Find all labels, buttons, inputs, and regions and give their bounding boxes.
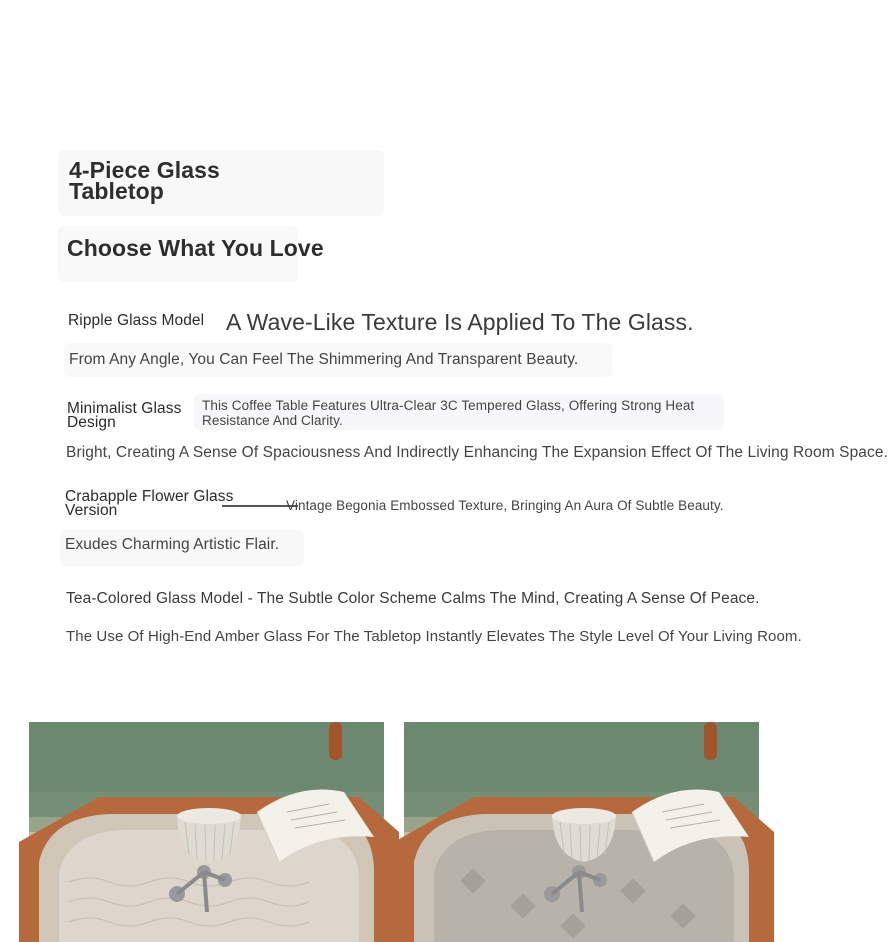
crabapple-glass-detail: Exudes Charming Artistic Flair. [65, 536, 280, 553]
coffee-table-ripple-glass-photo[interactable] [29, 722, 384, 942]
page-title: 4-Piece Glass Tabletop [69, 157, 220, 204]
coffee-table-crabapple-glass-photo[interactable] [404, 722, 759, 942]
crabapple-glass-label: Crabapple Flower Glass Version [65, 488, 234, 519]
ripple-glass-detail: From Any Angle, You Can Feel The Shimmering And Transparent Beauty. [69, 351, 579, 368]
crabapple-glass-headline: Vintage Begonia Embossed Texture, Bringing An Aura Of Subtle Beauty. [286, 498, 724, 513]
tea-glass-detail: The Use Of High-End Amber Glass For The Tabletop Instantly Elevates The Style Level Of Your Living Room. [66, 628, 802, 645]
ripple-glass-label: Ripple Glass Model [68, 312, 205, 329]
minimalist-glass-headline: This Coffee Table Features Ultra-Clear 3C Tempered Glass, Offering Strong Heat Resistance And Clarity. [202, 398, 695, 428]
minimalist-glass-detail: Bright, Creating A Sense Of Spaciousness And Indirectly Enhancing The Expansion Effect Of The Living Room Space. [66, 444, 888, 461]
tea-glass-headline: Tea-Colored Glass Model - The Subtle Color Scheme Calms The Mind, Creating A Sense Of Peace. [66, 590, 760, 607]
minimalist-glass-label: Minimalist Glass Design [67, 400, 182, 431]
page-subtitle: Choose What You Love [67, 235, 324, 261]
coffee-table-ripple-glass-illustration [29, 722, 384, 942]
coffee-table-crabapple-glass-illustration [404, 722, 759, 942]
ripple-glass-headline: A Wave-Like Texture Is Applied To The Glass. [226, 309, 694, 335]
